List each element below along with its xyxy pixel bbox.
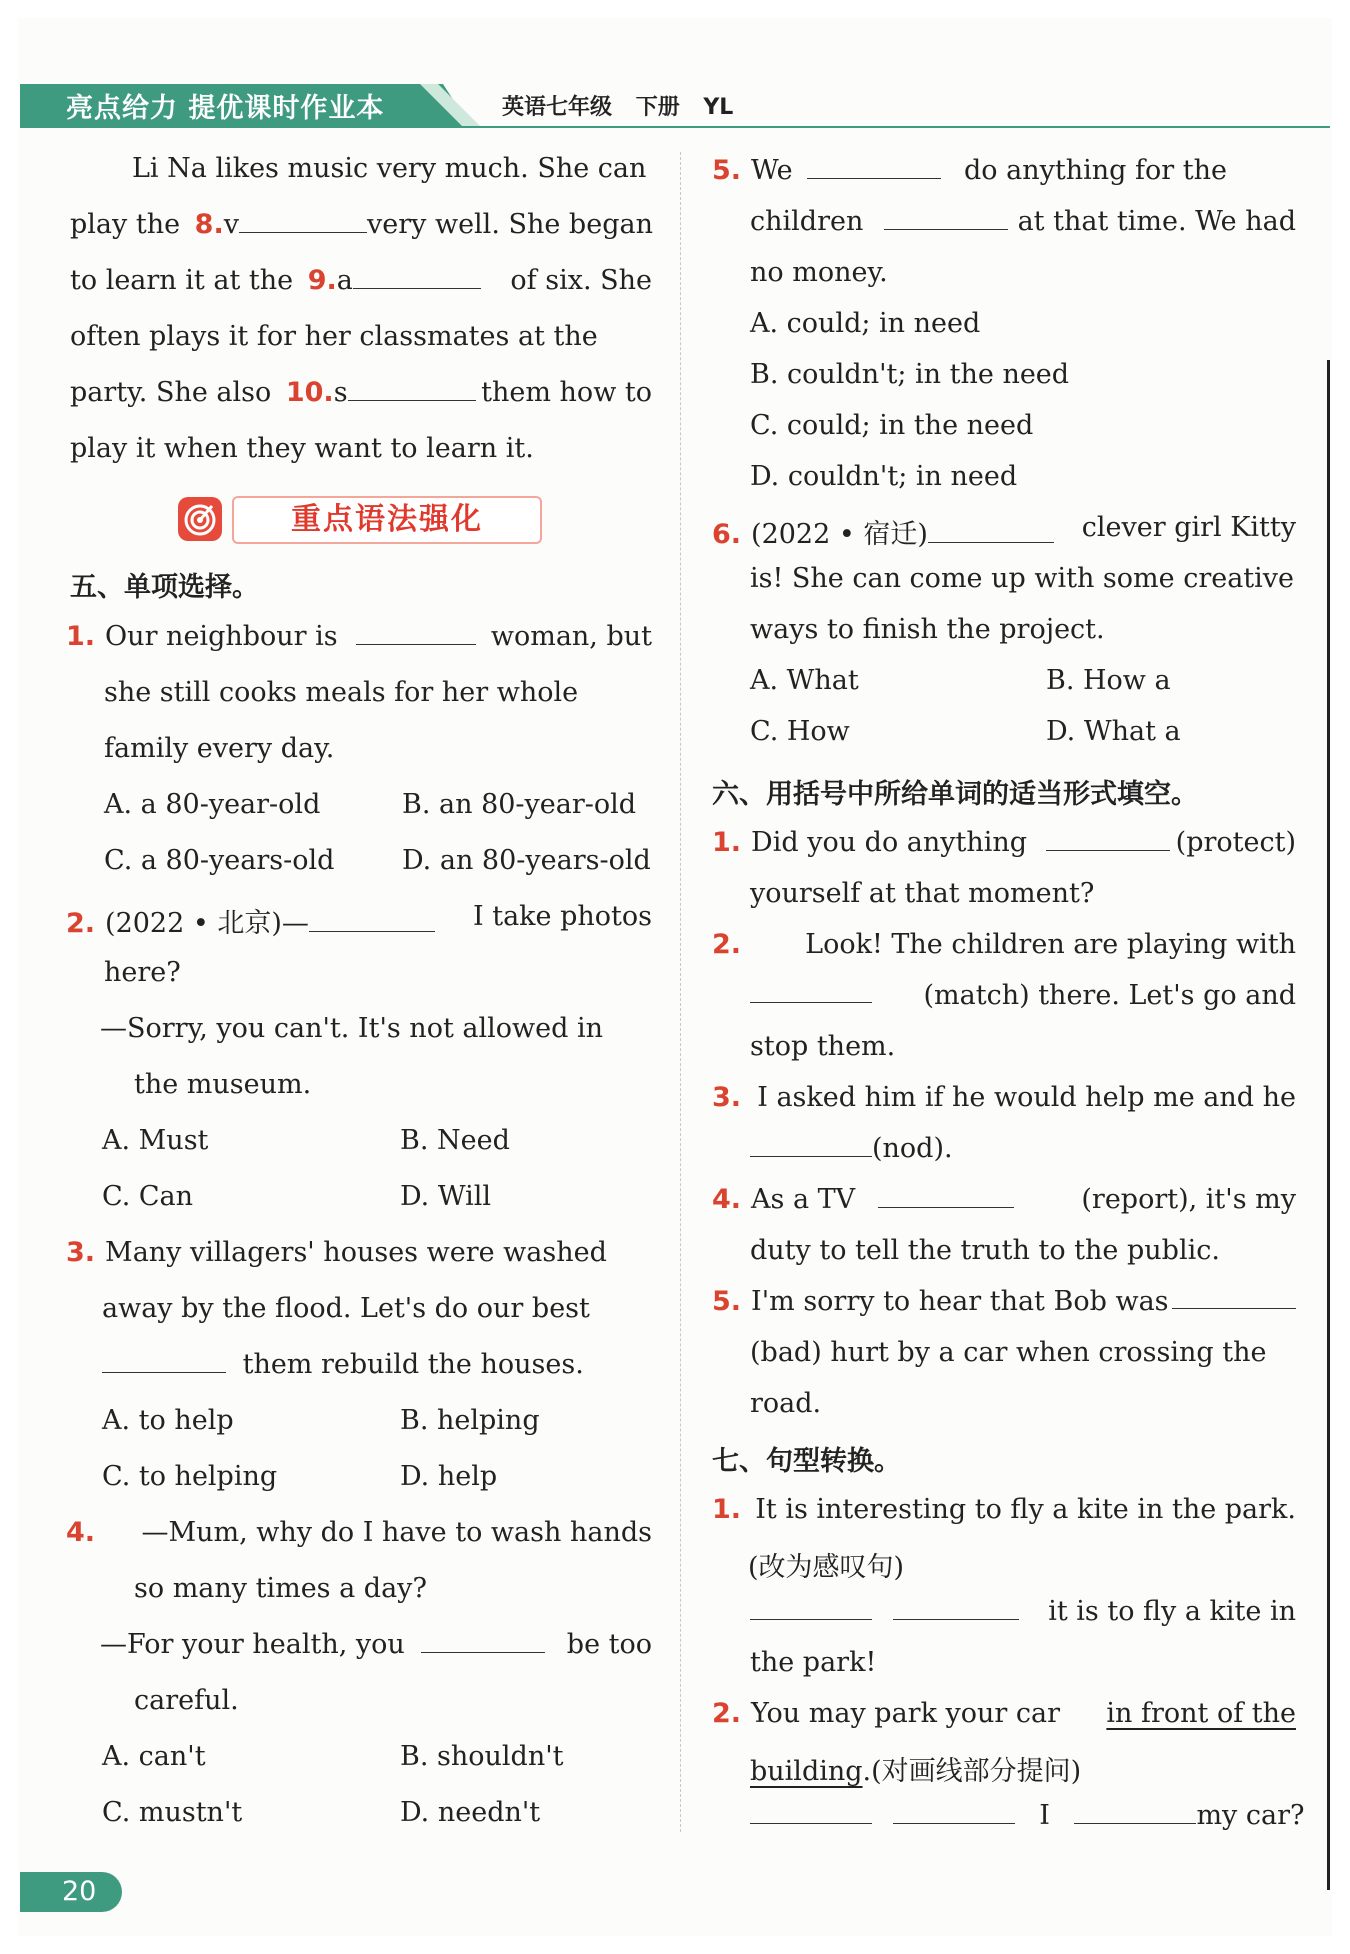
grammar-banner: 重点语法强化 <box>232 496 542 544</box>
option-a[interactable]: A. to help <box>102 1405 234 1436</box>
fill-question-1: 1. Did you do anything (protect) <box>712 827 1296 858</box>
transform-question-1-line-3: it is to fly a kite in <box>750 1596 1296 1627</box>
option-d[interactable]: D. needn't <box>400 1797 541 1828</box>
option-c[interactable]: C. Can <box>102 1181 194 1212</box>
question-2-line-4: the museum. <box>134 1069 312 1100</box>
transform-question-1-line-4: the park! <box>750 1647 877 1678</box>
question-2-line-3: —Sorry, you can't. It's not allowed in <box>100 1013 603 1044</box>
section-7-title: 七、句型转换。 <box>712 1446 901 1477</box>
transform-question-1: 1. It is interesting to fly a kite in the park. <box>712 1494 1296 1525</box>
fill-question-5-line-2: (bad) hurt by a car when crossing the <box>750 1337 1267 1368</box>
option-b[interactable]: B. an 80-year-old <box>402 789 637 820</box>
question-5-line-2: children at that time. We had <box>750 206 1296 237</box>
answer-blank[interactable] <box>353 266 481 289</box>
question-4-line-4: careful. <box>134 1685 239 1716</box>
fill-question-4: 4. As a TV (report), it's my <box>712 1184 1296 1215</box>
answer-blank[interactable] <box>878 1185 1014 1208</box>
page-number: 20 <box>20 1872 122 1912</box>
question-4-line-3: —For your health, you be too <box>100 1629 652 1660</box>
passage-line-5: party. She also 10.s them how to <box>70 377 652 408</box>
question-number: 9. <box>307 265 337 296</box>
passage-line-2: play the 8.v very well. She began <box>70 209 653 240</box>
fill-question-5-line-3: road. <box>750 1388 822 1419</box>
fill-question-3: 3. I asked him if he would help me and he <box>712 1082 1296 1113</box>
option-b[interactable]: B. helping <box>400 1405 540 1436</box>
answer-blank[interactable] <box>750 980 872 1003</box>
option-b[interactable]: B. couldn't; in the need <box>750 359 1070 390</box>
section-6-title: 六、用括号中所给单词的适当形式填空。 <box>712 779 1198 810</box>
answer-blank[interactable] <box>348 378 476 401</box>
hint-letter: v <box>223 209 239 240</box>
column-divider <box>680 152 681 1832</box>
answer-blank[interactable] <box>1046 828 1170 851</box>
target-icon <box>178 497 222 541</box>
option-c[interactable]: C. How <box>750 716 850 747</box>
underlined-phrase: in front of the <box>1106 1698 1296 1729</box>
option-a[interactable]: A. can't <box>102 1741 206 1772</box>
passage-line-1: Li Na likes music very much. She can <box>132 153 647 184</box>
option-c[interactable]: C. a 80-years-old <box>104 845 335 876</box>
answer-blank[interactable] <box>309 909 435 932</box>
hint-letter: a <box>336 265 353 296</box>
option-a[interactable]: A. could; in need <box>750 308 981 339</box>
transform-question-2-line-2: building.(对画线部分提问) <box>750 1756 1082 1787</box>
question-3-line-3: them rebuild the houses. <box>102 1349 584 1380</box>
option-c[interactable]: C. to helping <box>102 1461 278 1492</box>
answer-blank[interactable] <box>421 1630 545 1653</box>
question-number: 10. <box>285 377 334 408</box>
answer-blank[interactable] <box>356 622 476 645</box>
answer-blank[interactable] <box>893 1801 1015 1824</box>
option-d[interactable]: D. an 80-years-old <box>402 845 651 876</box>
option-a[interactable]: A. a 80-year-old <box>104 789 321 820</box>
instruction: (改为感叹句) <box>748 1552 905 1583</box>
underlined-phrase: building <box>750 1756 863 1787</box>
binding-edge <box>1327 360 1330 1890</box>
passage-line-4: often plays it for her classmates at the <box>70 321 598 352</box>
question-5: 5. We do anything for the <box>712 155 1227 186</box>
answer-blank[interactable] <box>807 156 941 179</box>
section-5-title: 五、单项选择。 <box>70 572 259 603</box>
answer-blank[interactable] <box>750 1801 872 1824</box>
passage-line-3: to learn it at the 9.a of six. She <box>70 265 652 296</box>
question-number: 8. <box>194 209 224 240</box>
question-4: 4. —Mum, why do I have to wash hands <box>66 1517 652 1548</box>
book-info <box>502 90 733 121</box>
fill-question-5: 5. I'm sorry to hear that Bob was <box>712 1286 1296 1317</box>
answer-blank[interactable] <box>750 1134 872 1157</box>
answer-blank[interactable] <box>884 207 1008 230</box>
answer-blank[interactable] <box>239 210 367 233</box>
hint-letter: s <box>333 377 348 408</box>
question-5-line-3: no money. <box>750 257 888 288</box>
option-d[interactable]: D. What a <box>1046 716 1181 747</box>
transform-question-2: 2. You may park your car in front of the <box>712 1698 1296 1729</box>
option-d[interactable]: D. Will <box>400 1181 492 1212</box>
question-6-line-2: is! She can come up with some creative <box>750 563 1295 594</box>
fill-question-2-line-2: (match) there. Let's go and <box>750 980 1296 1011</box>
question-3: 3. Many villagers' houses were washed <box>66 1237 607 1268</box>
option-a[interactable]: A. What <box>750 665 859 696</box>
answer-blank[interactable] <box>1172 1286 1296 1309</box>
series-title: 亮点给力 提优课时作业本 <box>66 93 385 124</box>
option-c[interactable]: C. could; in the need <box>750 410 1034 441</box>
answer-blank[interactable] <box>893 1597 1019 1620</box>
fill-question-3-line-2: (nod). <box>750 1133 953 1164</box>
question-2: 2. (2022 • 北京)— I take photos <box>66 901 652 939</box>
option-d[interactable]: D. couldn't; in need <box>750 461 1018 492</box>
question-1: 1. Our neighbour is woman, but <box>66 621 652 652</box>
question-4-line-2: so many times a day? <box>134 1573 427 1604</box>
fill-question-2: 2. Look! The children are playing with <box>712 929 1296 960</box>
answer-blank[interactable] <box>928 520 1054 543</box>
answer-blank[interactable] <box>1074 1801 1196 1824</box>
option-b[interactable]: B. shouldn't <box>400 1741 564 1772</box>
option-c[interactable]: C. mustn't <box>102 1797 243 1828</box>
answer-blank[interactable] <box>102 1350 226 1373</box>
passage-line-6: play it when they want to learn it. <box>70 433 534 464</box>
fill-question-2-line-3: stop them. <box>750 1031 896 1062</box>
question-1-line-2: she still cooks meals for her whole <box>104 677 579 708</box>
answer-blank[interactable] <box>750 1597 872 1620</box>
option-b[interactable]: B. How a <box>1046 665 1171 696</box>
question-6-line-3: ways to finish the project. <box>750 614 1105 645</box>
question-2-line-2: here? <box>104 957 181 988</box>
header-rule <box>20 126 1330 128</box>
option-a[interactable]: A. Must <box>102 1125 209 1156</box>
question-3-line-2: away by the flood. Let's do our best <box>102 1293 590 1324</box>
subject: 英语七年级 <box>502 95 613 120</box>
transform-question-2-line-3: I my car? <box>750 1800 1290 1831</box>
question-6: 6. (2022 • 宿迁) clever girl Kitty <box>712 512 1296 550</box>
fill-question-1-line-2: yourself at that moment? <box>750 878 1095 909</box>
fill-question-4-line-2: duty to tell the truth to the public. <box>750 1235 1220 1266</box>
option-d[interactable]: D. help <box>400 1461 498 1492</box>
volume: 下册 <box>635 95 680 120</box>
edition: YL <box>703 95 734 120</box>
option-b[interactable]: B. Need <box>400 1125 510 1156</box>
question-1-line-3: family every day. <box>104 733 335 764</box>
